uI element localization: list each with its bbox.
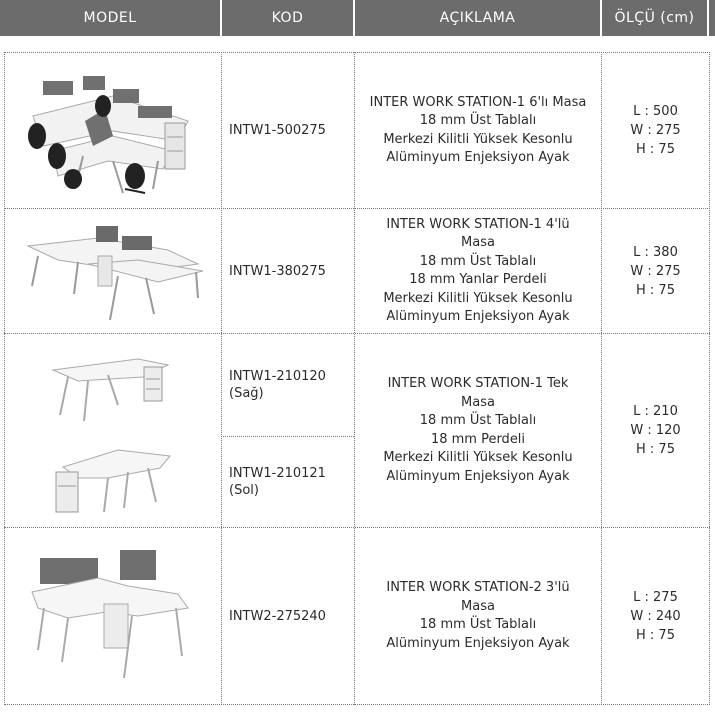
code-side-note: (Sağ) [229, 386, 264, 401]
size-width: W : 120 [630, 423, 681, 438]
header-olcu: ÖLÇÜ (cm) [602, 0, 709, 36]
description-line: Alüminyum Enjeksiyon Ayak [386, 150, 570, 165]
code-cell: INTW2-275240 [229, 608, 326, 624]
description-line: INTER WORK STATION-1 6'lı Masa [369, 94, 587, 110]
description-line: 18 mm Yanlar Perdeli [409, 272, 547, 287]
code-cell [222, 437, 354, 527]
size-width: W : 240 [630, 608, 681, 624]
description-line: INTER WORK STATION-2 3'lü [386, 580, 570, 595]
grid-line [709, 52, 710, 705]
description-line: Masa [461, 235, 495, 250]
header-edge [709, 0, 715, 36]
workstation-4-desk-image [5, 209, 221, 333]
code-cell: INTW1-500275 [229, 123, 326, 138]
description-line: Masa [461, 598, 495, 614]
size-cell [602, 334, 709, 527]
description-line: INTER WORK STATION-1 4'lü [386, 216, 570, 232]
description-line: 18 mm Üst Tablalı [419, 113, 537, 128]
description-line: 18 mm Perdeli [430, 431, 526, 447]
code-cell [222, 334, 354, 436]
size-height: H : 75 [636, 282, 675, 298]
description-cell [355, 528, 601, 704]
description-line: Alüminyum Enjeksiyon Ayak [386, 635, 570, 651]
code-text: INTW1-210121 [229, 466, 326, 481]
header-model: MODEL [0, 0, 222, 36]
description-line: Merkezi Kilitli Yüksek Kesonlu [383, 450, 573, 465]
size-length: L : 500 [633, 104, 678, 119]
size-cell [602, 209, 709, 333]
header-kod: KOD [222, 0, 355, 36]
size-cell [602, 53, 709, 208]
description-line: Alüminyum Enjeksiyon Ayak [386, 309, 570, 324]
description-line: Masa [461, 394, 495, 410]
size-cell [602, 528, 709, 704]
description-cell [355, 334, 601, 527]
description-line: 18 mm Üst Tablalı [419, 413, 537, 428]
size-length: L : 210 [633, 404, 678, 419]
description-line: Alüminyum Enjeksiyon Ayak [386, 468, 570, 484]
size-width: W : 275 [630, 123, 681, 138]
code-side-note: (Sol) [229, 483, 259, 498]
description-cell [355, 209, 601, 333]
size-height: H : 75 [636, 627, 675, 643]
code-text: INTW1-210120 [229, 369, 326, 384]
grid-line [4, 704, 710, 705]
workstation-single-right-image [5, 334, 221, 436]
header-aciklama: AÇIKLAMA [355, 0, 602, 36]
size-length: L : 275 [633, 589, 678, 605]
description-cell [355, 53, 601, 208]
description-line: INTER WORK STATION-1 Tek [387, 376, 569, 391]
workstation-3-desk-image [5, 528, 221, 704]
description-line: Merkezi Kilitli Yüksek Kesonlu [383, 290, 573, 306]
size-height: H : 75 [636, 442, 675, 457]
size-width: W : 275 [630, 263, 681, 279]
description-line: Merkezi Kilitli Yüksek Kesonlu [383, 131, 573, 147]
workstation-6-desk-image [5, 53, 221, 208]
code-cell: INTW1-380275 [229, 263, 326, 279]
table-header [0, 0, 715, 38]
description-line: 18 mm Üst Tablalı [419, 617, 537, 632]
description-line: 18 mm Üst Tablalı [419, 253, 537, 269]
size-length: L : 380 [633, 244, 678, 260]
size-height: H : 75 [636, 142, 675, 157]
workstation-single-left-image [5, 437, 221, 527]
